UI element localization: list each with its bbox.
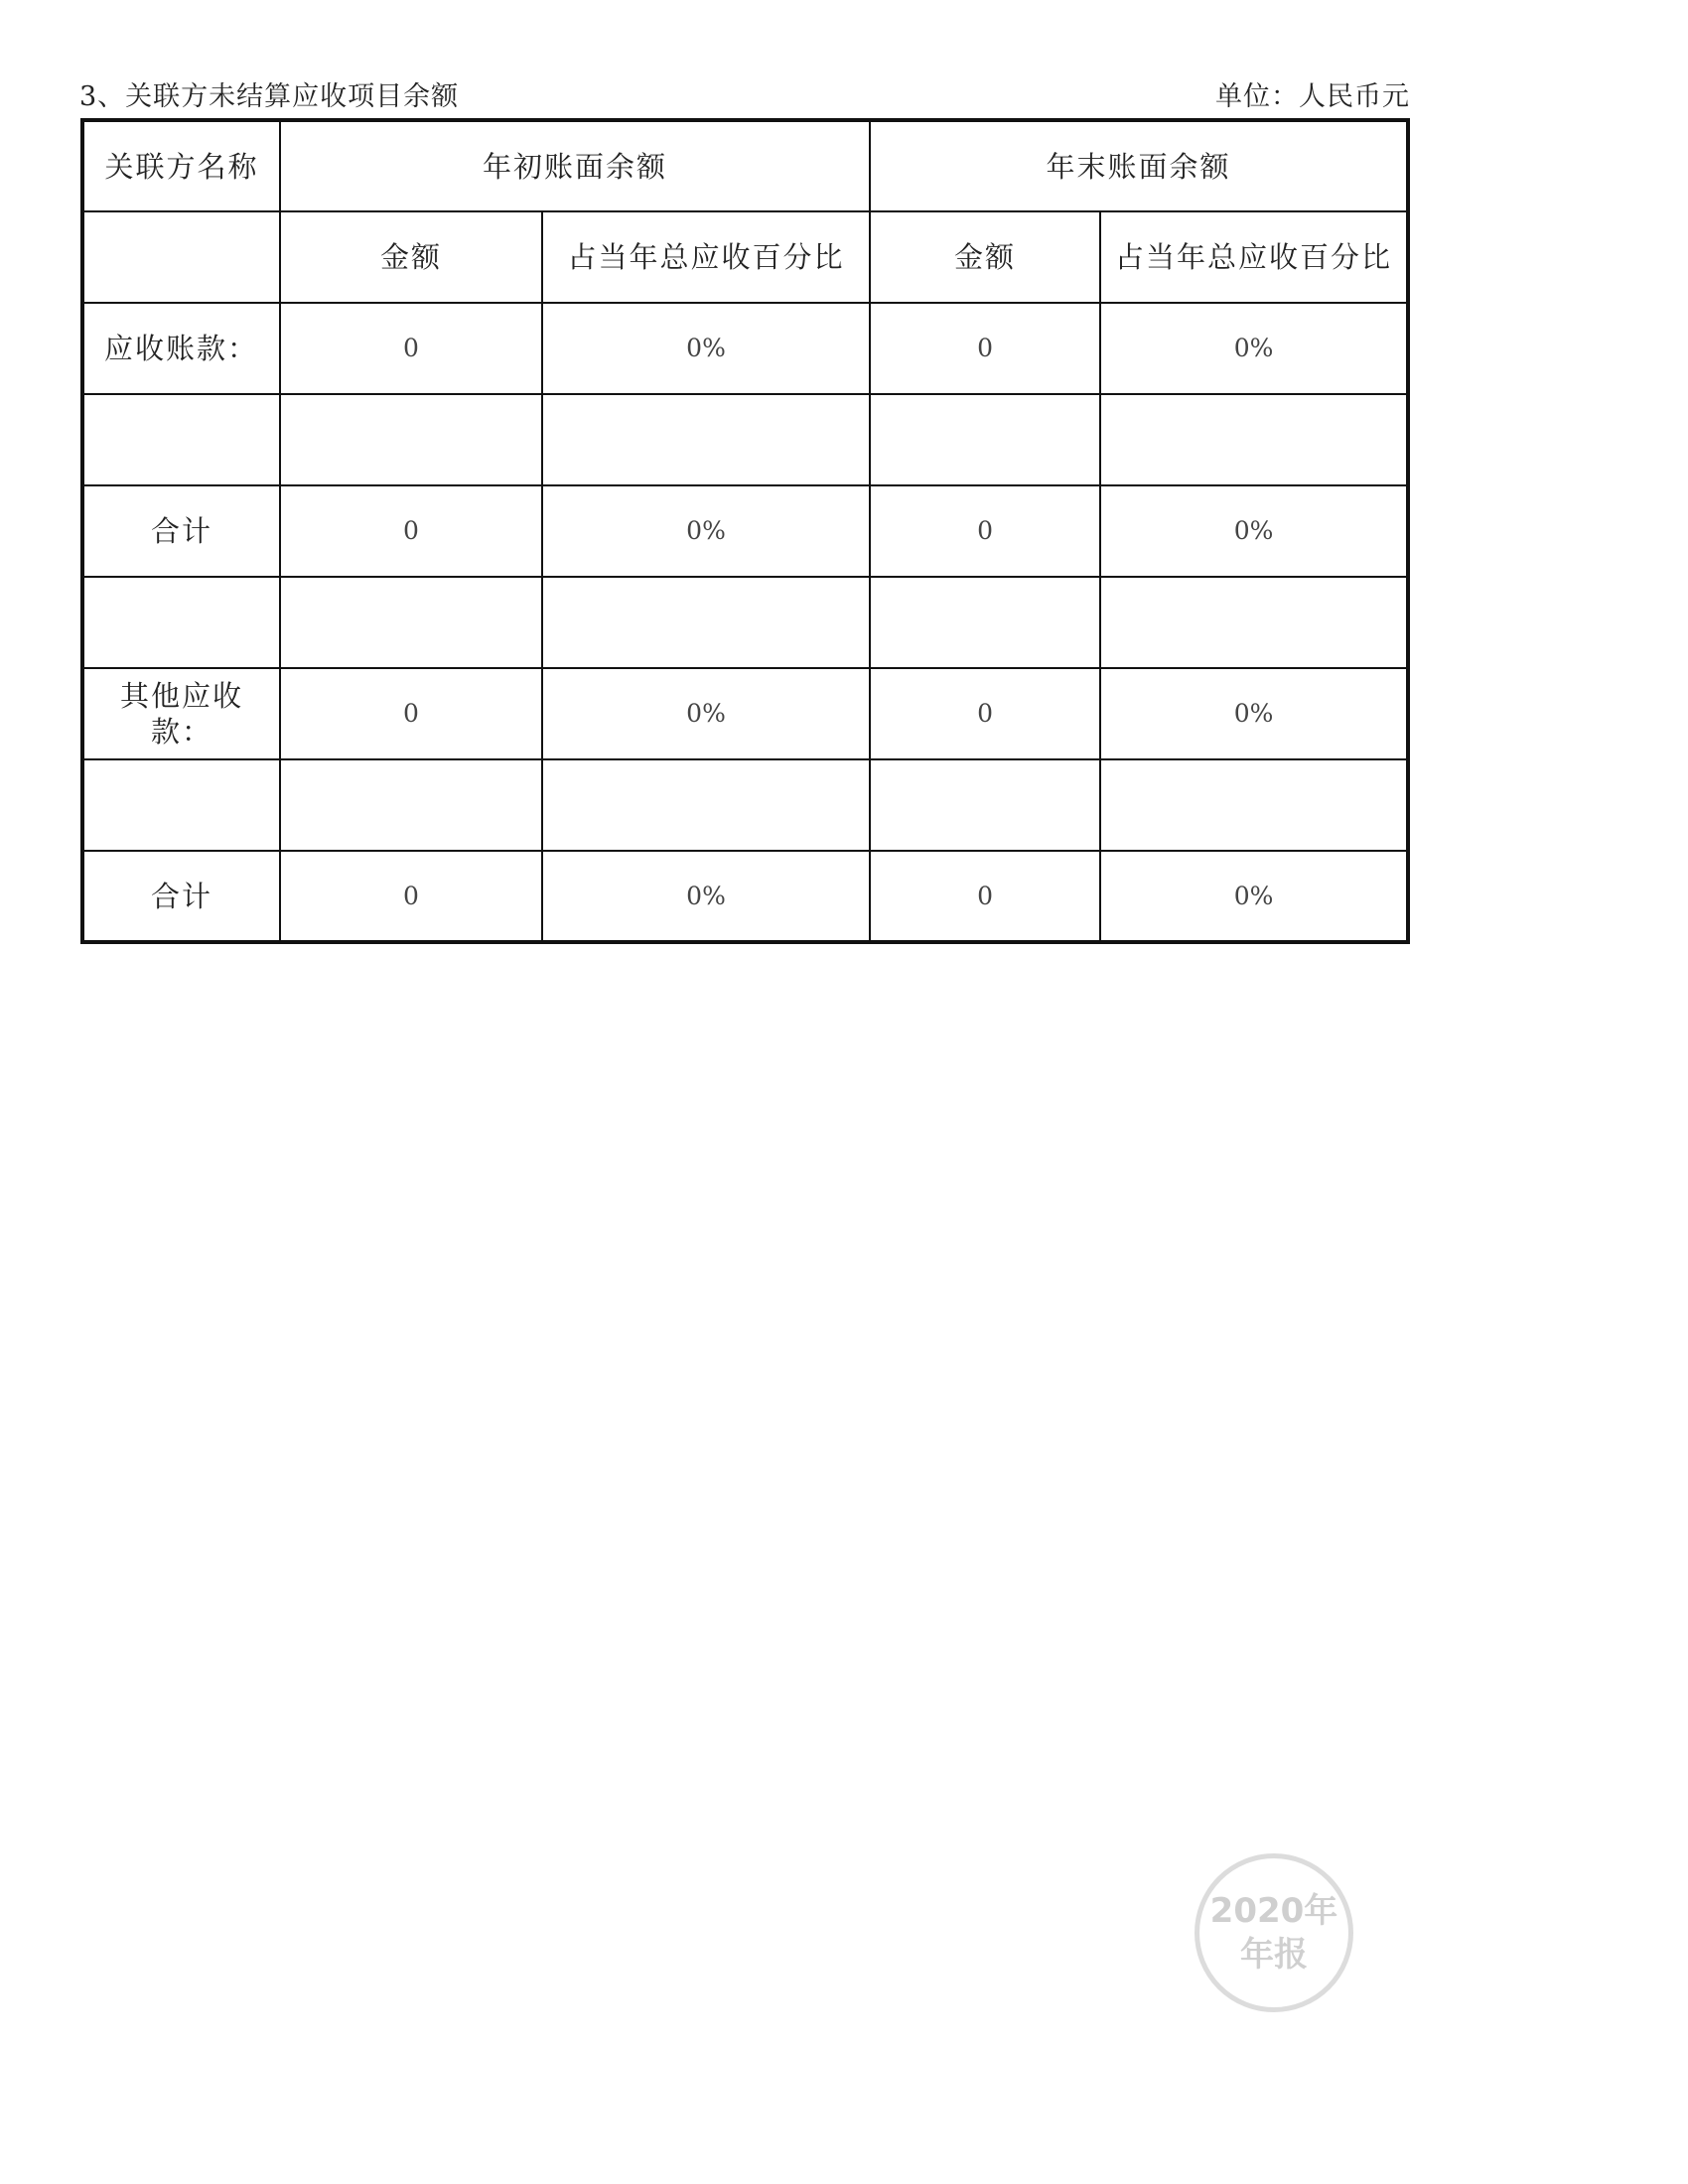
begin-amount-cell: 0 <box>280 303 542 394</box>
end-amount-cell: 0 <box>870 303 1100 394</box>
watermark-year-text: 2020年 <box>1209 1891 1338 1931</box>
begin-percent-cell <box>542 577 870 668</box>
header-end-amount: 金额 <box>870 211 1100 303</box>
begin-amount-cell: 0 <box>280 851 542 942</box>
begin-percent-cell: 0% <box>542 851 870 942</box>
end-amount-cell <box>870 577 1100 668</box>
table-row <box>82 577 1408 668</box>
header-related-party-name: 关联方名称 <box>82 120 280 211</box>
end-amount-cell: 0 <box>870 485 1100 577</box>
end-amount-cell: 0 <box>870 668 1100 759</box>
header-row-groups <box>82 120 1408 211</box>
row-name-cell <box>82 394 280 485</box>
table-row <box>82 485 1408 577</box>
end-percent-cell: 0% <box>1100 668 1408 759</box>
annual-report-watermark-stamp <box>1195 1853 1353 2012</box>
header-empty-cell <box>82 211 280 303</box>
end-percent-cell: 0% <box>1100 485 1408 577</box>
begin-percent-cell <box>542 759 870 851</box>
table-row <box>82 759 1408 851</box>
row-name-cell: 应收账款： <box>82 303 280 394</box>
table-row <box>82 303 1408 394</box>
begin-percent-cell <box>542 394 870 485</box>
begin-amount-cell <box>280 394 542 485</box>
end-percent-cell <box>1100 577 1408 668</box>
section-title: 3、关联方未结算应收项目余额 <box>79 81 460 112</box>
row-name-cell: 其他应收款： <box>82 668 280 759</box>
begin-amount-cell <box>280 577 542 668</box>
begin-percent-cell: 0% <box>542 485 870 577</box>
table-row <box>82 851 1408 942</box>
end-percent-cell: 0% <box>1100 851 1408 942</box>
end-amount-cell: 0 <box>870 851 1100 942</box>
header-begin-percent: 占当年总应收百分比 <box>542 211 870 303</box>
begin-amount-cell: 0 <box>280 668 542 759</box>
watermark-report-text: 年报 <box>1240 1935 1308 1975</box>
end-percent-cell <box>1100 394 1408 485</box>
end-percent-cell: 0% <box>1100 303 1408 394</box>
end-percent-cell <box>1100 759 1408 851</box>
header-row-subcolumns <box>82 211 1408 303</box>
header-begin-balance: 年初账面余额 <box>280 120 870 211</box>
row-name-cell <box>82 759 280 851</box>
end-amount-cell <box>870 394 1100 485</box>
unit-label: 单位：人民币元 <box>1215 81 1410 112</box>
begin-percent-cell: 0% <box>542 668 870 759</box>
begin-amount-cell <box>280 759 542 851</box>
table-row <box>82 394 1408 485</box>
row-name-cell: 合计 <box>82 851 280 942</box>
header-begin-amount: 金额 <box>280 211 542 303</box>
header-end-percent: 占当年总应收百分比 <box>1100 211 1408 303</box>
receivables-table <box>80 118 1410 944</box>
begin-percent-cell: 0% <box>542 303 870 394</box>
begin-amount-cell: 0 <box>280 485 542 577</box>
table-row <box>82 668 1408 759</box>
row-name-cell <box>82 577 280 668</box>
header-end-balance: 年末账面余额 <box>870 120 1408 211</box>
end-amount-cell <box>870 759 1100 851</box>
row-name-cell: 合计 <box>82 485 280 577</box>
